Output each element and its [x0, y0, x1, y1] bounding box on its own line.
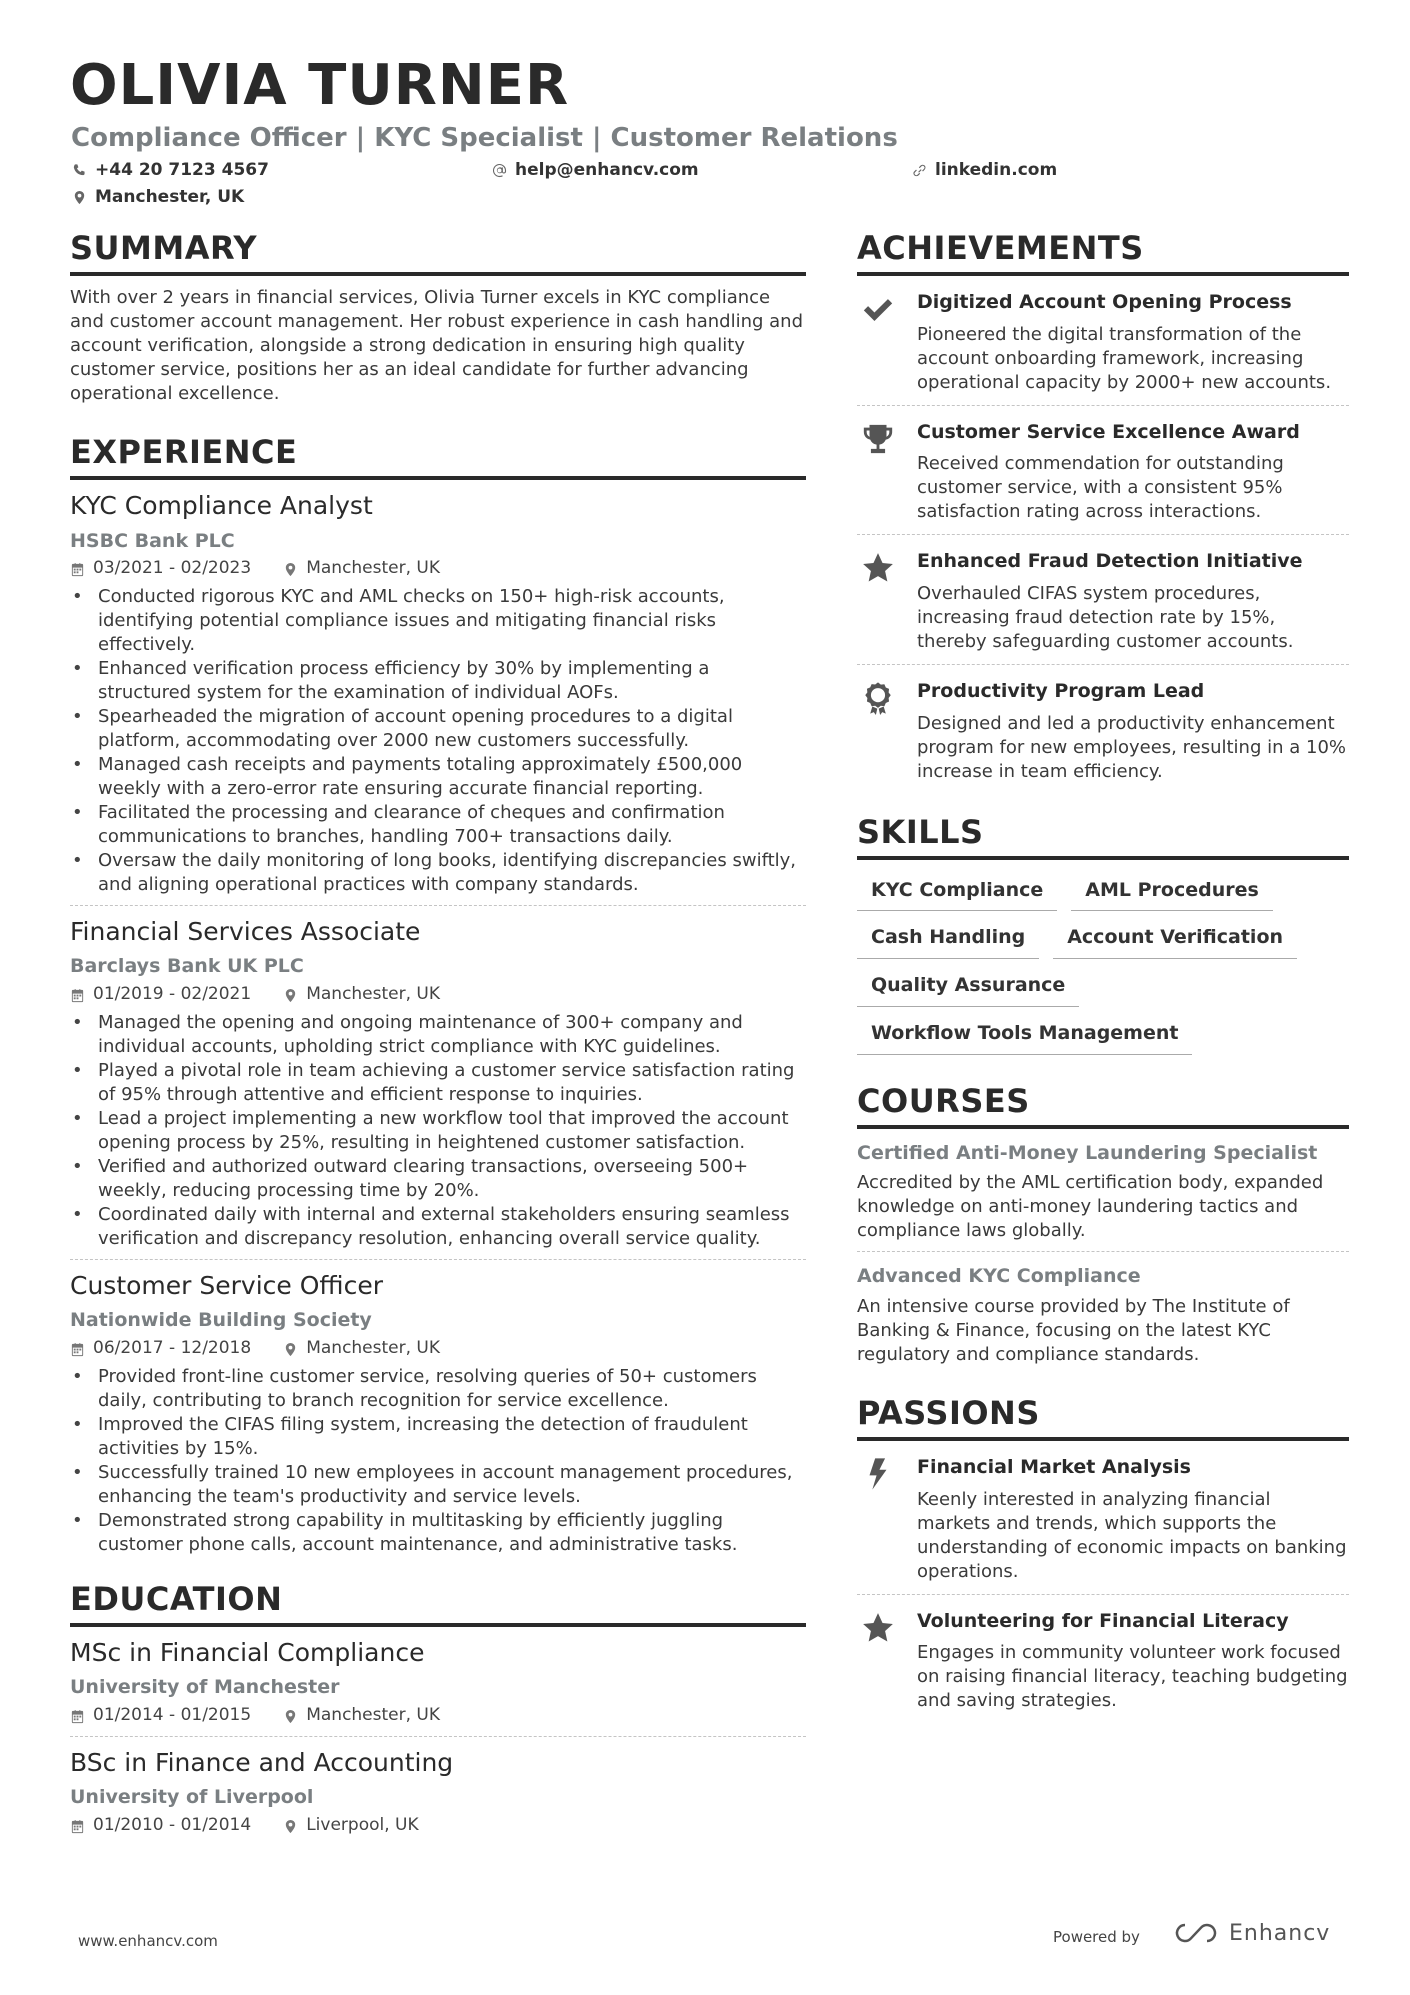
education-degree: BSc in Finance and Accounting [70, 1747, 454, 1777]
course-desc: Accredited by the AML certification body, expanded knowledge on anti-money laundering tactics and compliance laws globally. [857, 1172, 1324, 1242]
achievement-title: Customer Service Excellence Award [917, 420, 1300, 443]
passion-desc: Engages in community volunteer work focused on raising financial literacy, teaching budgeting and saving strategies. [917, 1642, 1348, 1712]
location-pin-icon [283, 988, 298, 1003]
job-title: KYC Compliance Analyst [70, 491, 373, 520]
job-entry [70, 916, 806, 1260]
bullet: • Managed the opening and ongoing maintenance of 300+ company and individual accounts, upholding strict compliance with KYC guidelines. [70, 1011, 806, 1059]
passion-desc: Keenly interested in analyzing financial markets and trends, which supports the understanding of economic impacts on banking operations. [917, 1488, 1347, 1582]
location-pin-icon [283, 1819, 298, 1834]
job-dates: 01/2019 - 02/2021 [93, 984, 252, 1005]
job-title: Financial Services Associate [70, 916, 421, 946]
location-pin-icon [283, 562, 298, 577]
lightning-icon [861, 1457, 895, 1491]
contact-email[interactable] [492, 162, 699, 179]
passions-heading: PASSIONS [857, 1397, 1349, 1441]
skill-tag: Account Verification [1053, 925, 1297, 959]
location-pin-icon [283, 1709, 298, 1724]
skill-tag: KYC Compliance [857, 878, 1057, 912]
job-dates: 03/2021 - 02/2023 [93, 558, 252, 579]
education-meta [70, 1814, 806, 1838]
passion-item [857, 1441, 1349, 1595]
passion-title: Financial Market Analysis [917, 1455, 1191, 1478]
bullet: • Played a pivotal role in team achieving a customer service satisfaction rating of 95% through attentive and efficient response to inquiries. [70, 1059, 806, 1107]
course-title: Advanced KYC Compliance [857, 1265, 1141, 1288]
contact-linkedin[interactable] [912, 162, 1057, 179]
job-company: HSBC Bank PLC [70, 529, 235, 552]
achievements-section [857, 229, 1349, 794]
job-location: Manchester, UK [306, 1338, 441, 1359]
job-meta [70, 983, 806, 1007]
job-dates: 06/2017 - 12/2018 [93, 1338, 252, 1359]
footer-url[interactable]: www.enhancv.com [78, 1932, 218, 1950]
star-icon [861, 551, 895, 585]
bullet: • Spearheaded the migration of account opening procedures to a digital platform, accommodating over 2000 new customers successfully. [70, 705, 806, 753]
achievement-title: Productivity Program Lead [917, 680, 1205, 703]
education-dates: 01/2010 - 01/2014 [93, 1815, 252, 1836]
calendar-icon [70, 1709, 85, 1724]
checkmark-icon [861, 292, 895, 326]
summary-text: With over 2 years in financial services, Olivia Turner excels in KYC compliance and customer account management. Her robust experience in cash handling and account verification, alongside a strong dedication in ensuring high quality customer service, positions her as an ideal candidate for further advancing operational excellence. [70, 287, 804, 404]
job-location: Manchester, UK [306, 984, 441, 1005]
candidate-title: Compliance Officer | KYC Specialist | Customer Relations [71, 123, 898, 153]
course-item [857, 1129, 1349, 1253]
job-entry [70, 490, 806, 906]
calendar-icon [70, 1342, 85, 1357]
skills-list [857, 878, 1349, 1055]
job-meta [70, 1337, 806, 1361]
achievement-desc: Overhauled CIFAS system procedures, increasing fraud detection rate by 15%, thereby safeguarding customer accounts. [917, 583, 1294, 653]
education-location: Liverpool, UK [306, 1815, 419, 1836]
bullet: • Successfully trained 10 new employees in account management procedures, enhancing the team's productivity and service levels. [70, 1461, 806, 1509]
job-company: Nationwide Building Society [70, 1309, 372, 1332]
bullet: • Lead a project implementing a new workflow tool that improved the account opening process by 25%, resulting in heightened customer satisfaction. [70, 1107, 806, 1155]
achievement-desc: Designed and led a productivity enhancement program for new employees, resulting in a 10% increase in team efficiency. [917, 712, 1346, 782]
location-pin-icon [283, 1342, 298, 1357]
contact-phone[interactable] [72, 162, 269, 179]
job-bullets [70, 1011, 806, 1251]
candidate-name: OLIVIA TURNER [70, 53, 570, 118]
course-item [857, 1252, 1349, 1375]
enhancv-logo[interactable] [1173, 1920, 1330, 1946]
trophy-icon [861, 422, 895, 456]
job-company: Barclays Bank UK PLC [70, 955, 304, 978]
achievement-desc: Pioneered the digital transformation of the account onboarding framework, increasing operational capacity by 2000+ new accounts. [917, 323, 1332, 393]
bullet: • Managed cash receipts and payments totaling approximately £500,000 weekly with a zero-error rate ensuring accurate financial reporting. [70, 753, 806, 801]
bullet: • Demonstrated strong capability in multitasking by efficiently juggling customer phone calls, account maintenance, and administrative tasks. [70, 1509, 806, 1557]
footer-brand: Enhancv [1229, 1920, 1331, 1946]
achievement-title: Digitized Account Opening Process [917, 291, 1292, 313]
achievement-item [857, 535, 1349, 665]
education-degree: MSc in Financial Compliance [70, 1637, 425, 1667]
job-bullets [70, 1365, 806, 1557]
calendar-icon [70, 988, 85, 1003]
summary-heading: SUMMARY [70, 232, 806, 276]
footer-powered-by: Powered by [1053, 1928, 1140, 1946]
skill-tag: Quality Assurance [857, 973, 1079, 1007]
achievement-item [857, 276, 1349, 406]
achievement-title: Enhanced Fraud Detection Initiative [917, 550, 1303, 573]
job-bullets [70, 585, 806, 897]
education-location: Manchester, UK [306, 1705, 441, 1726]
courses-heading: COURSES [857, 1085, 1349, 1129]
experience-heading: EXPERIENCE [70, 436, 806, 480]
link-icon [912, 163, 927, 178]
at-icon [492, 163, 507, 178]
email-text: help@enhancv.com [515, 160, 699, 180]
course-title: Certified Anti-Money Laundering Specialist [857, 1141, 1318, 1164]
calendar-icon [70, 1819, 85, 1834]
star-icon [861, 1611, 895, 1645]
linkedin-text: linkedin.com [935, 160, 1058, 180]
achievement-desc: Received commendation for outstanding customer service, with a consistent 95% satisfaction rating across interactions. [917, 453, 1284, 523]
enhancv-logo-icon [1173, 1920, 1219, 1946]
bullet: • Coordinated daily with internal and external stakeholders ensuring seamless verification and discrepancy resolution, enhancing overall service quality. [70, 1203, 806, 1251]
location-text: Manchester, UK [95, 187, 245, 207]
left-column [70, 229, 806, 1856]
education-meta [70, 1704, 806, 1728]
education-school: University of Manchester [70, 1676, 340, 1699]
education-entry [70, 1747, 806, 1846]
bullet: • Conducted rigorous KYC and AML checks on 150+ high-risk accounts, identifying potential compliance issues and mitigating financial risks effectively. [70, 585, 806, 657]
education-school: University of Liverpool [70, 1786, 314, 1809]
bullet: • Improved the CIFAS filing system, increasing the detection of fraudulent activities by 15%. [70, 1413, 806, 1461]
skill-tag: AML Procedures [1071, 878, 1273, 912]
job-title: Customer Service Officer [70, 1270, 383, 1300]
job-location: Manchester, UK [306, 558, 441, 579]
location-pin-icon [72, 190, 87, 205]
summary-section [70, 229, 806, 406]
award-medal-icon [861, 681, 895, 715]
achievements-heading: ACHIEVEMENTS [857, 232, 1349, 276]
achievement-item [857, 665, 1349, 794]
skills-heading: SKILLS [857, 816, 1349, 860]
courses-section [857, 1081, 1349, 1375]
experience-section [70, 433, 806, 1565]
phone-icon [72, 163, 87, 178]
achievement-item [857, 406, 1349, 536]
skill-tag: Cash Handling [857, 925, 1039, 959]
bullet: • Facilitated the processing and clearance of cheques and confirmation communications to branches, handling 700+ transactions daily. [70, 801, 806, 849]
passion-title: Volunteering for Financial Literacy [917, 1609, 1289, 1632]
passions-section [857, 1393, 1349, 1723]
bullet: • Enhanced verification process efficiency by 30% by implementing a structured system for the examination of individual AOFs. [70, 657, 806, 705]
education-section [70, 1579, 806, 1846]
education-dates: 01/2014 - 01/2015 [93, 1705, 252, 1726]
bullet: • Oversaw the daily monitoring of long books, identifying discrepancies swiftly, and aligning operational practices with company standards. [70, 849, 806, 897]
course-desc: An intensive course provided by The Institute of Banking & Finance, focusing on the latest KYC regulatory and compliance standards. [857, 1295, 1290, 1365]
contact-location [72, 189, 244, 206]
skills-section [857, 812, 1349, 1055]
bullet: • Provided front-line customer service, resolving queries of 50+ customers daily, contributing to branch recognition for service excellence. [70, 1365, 806, 1413]
skill-tag: Workflow Tools Management [857, 1021, 1192, 1055]
education-heading: EDUCATION [70, 1583, 806, 1627]
job-entry [70, 1270, 806, 1565]
right-column [857, 229, 1349, 1723]
bullet: • Verified and authorized outward clearing transactions, overseeing 500+ weekly, reducing processing time by 20%. [70, 1155, 806, 1203]
education-entry [70, 1637, 806, 1737]
passion-item [857, 1595, 1349, 1724]
job-meta [70, 557, 806, 581]
phone-text: +44 20 7123 4567 [95, 160, 269, 180]
calendar-icon [70, 562, 85, 577]
